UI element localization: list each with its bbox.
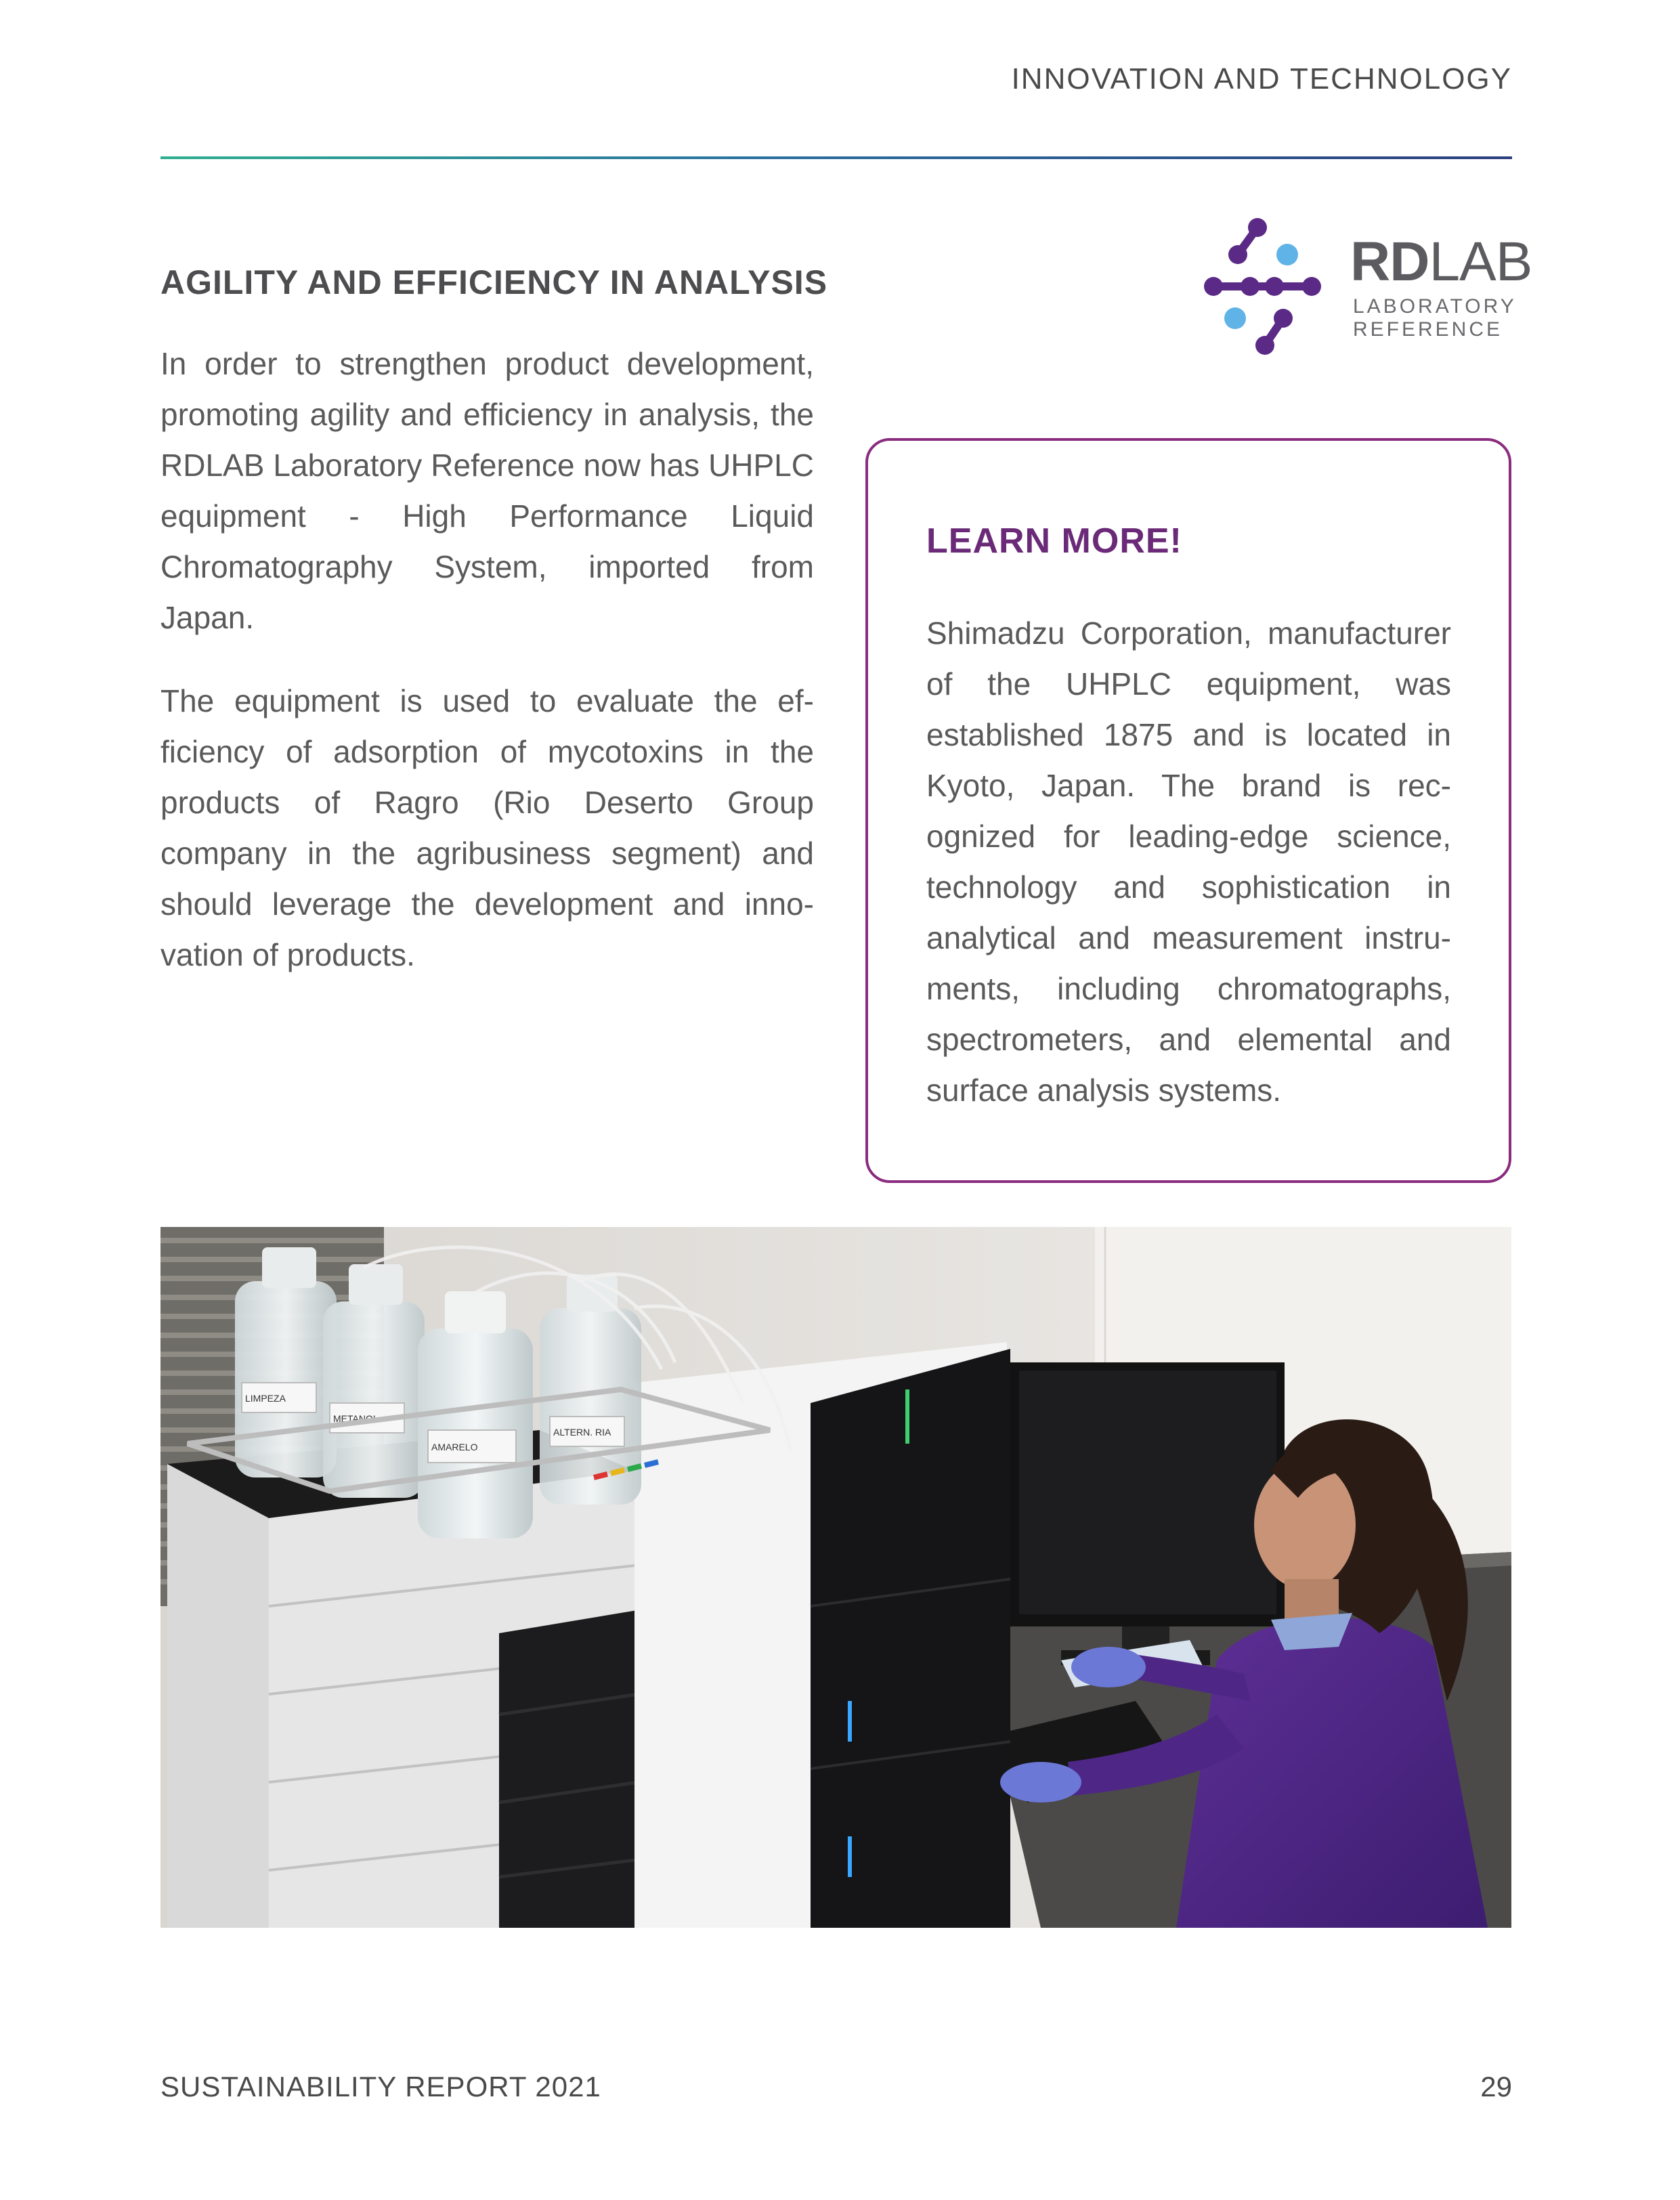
logo-wordmark-light: LAB bbox=[1429, 231, 1532, 293]
uhplc-tower bbox=[634, 1342, 1010, 1928]
section-label: INNOVATION AND TECHNOLOGY bbox=[1011, 62, 1512, 95]
bottle-label: METANOL bbox=[333, 1413, 379, 1424]
lab-photo bbox=[160, 1227, 1511, 1928]
monitor bbox=[1010, 1362, 1285, 1665]
logo-subtitle bbox=[1353, 295, 1517, 341]
article-paragraph: In order to strengthen product development, promoting agility and efficiency in analysis, the RDLAB Laboratory Reference now has UHPLC equipment - High Performance Liquid Chromatography System, imported from Japan. bbox=[160, 346, 814, 635]
bottle-label: AMARELO bbox=[431, 1442, 478, 1452]
article-body bbox=[160, 339, 814, 1013]
bottle-label: ALTERN. RIA bbox=[553, 1427, 611, 1438]
bottle-label: LIMPEZA bbox=[245, 1393, 286, 1404]
learn-more-title: LEARN MORE! bbox=[926, 521, 1182, 561]
logo-subtitle-line: REFERENCE bbox=[1353, 318, 1503, 341]
article-heading: AGILITY AND EFFICIENCY IN ANALYSIS bbox=[160, 263, 828, 301]
learn-more-box bbox=[865, 438, 1511, 1183]
logo-wordmark bbox=[1350, 230, 1532, 294]
footer-report-title: SUSTAINABILITY REPORT 2021 bbox=[160, 2071, 601, 2102]
article-paragraph: The equipment is used to evaluate the efficiency of adsorption of mycotoxins in the products of Ragro (Rio Deserto Group company in the agribusiness segment) and should leverage the development and innovation of products. bbox=[160, 683, 814, 972]
logo-wordmark-bold: RD bbox=[1350, 231, 1429, 293]
learn-more-text: Shimadzu Corporation, manufacturer of the UHPLC equipment, was established 1875 and is located in Kyoto, Japan. The brand is recognized for leading-edge science, technology and sophistication in analytical and measurement instruments, including chromatographs, spectrometers, and elemental and surface analysis systems. bbox=[926, 616, 1451, 1108]
rdlab-logo bbox=[1193, 215, 1545, 358]
page-number: 29 bbox=[1480, 2071, 1512, 2102]
logo-subtitle-line: LABORATORY bbox=[1353, 295, 1517, 318]
molecule-cross-icon bbox=[1193, 215, 1329, 358]
header-divider bbox=[160, 156, 1512, 159]
lab-photo-illustration bbox=[160, 1227, 1511, 1928]
